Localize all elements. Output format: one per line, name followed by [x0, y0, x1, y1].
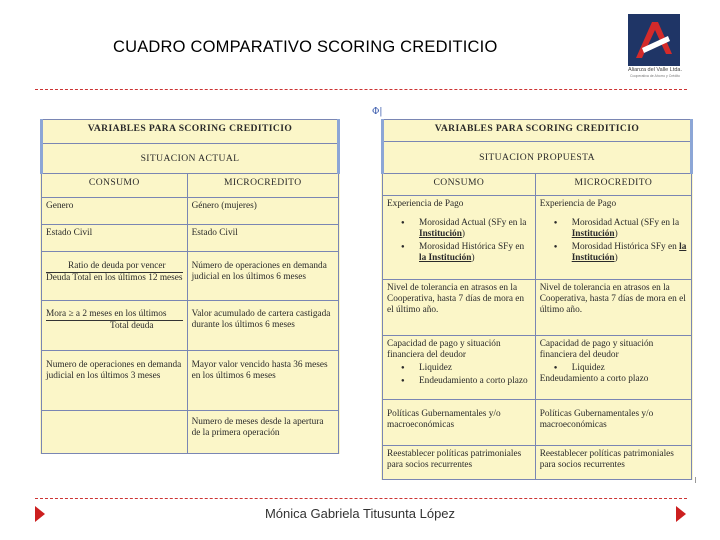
- cell-microcredito: Género (mujeres): [187, 198, 338, 225]
- experience-list: [387, 218, 531, 264]
- list-item: ● Liquidez: [540, 363, 687, 374]
- cell-micro-capacidad: [535, 336, 691, 400]
- cell-consumo: Políticas Gubernamentales y/o macroeconómicas: [383, 400, 536, 446]
- logo-mark: [628, 14, 680, 66]
- table-subheader: SITUACION PROPUESTA: [383, 142, 692, 174]
- mora-numerator: Mora ≥ a 2 meses en los últimos: [46, 309, 183, 321]
- capacity-title: Capacidad de pago y situación financiera del deudor: [387, 339, 501, 360]
- ratio-fraction: [46, 261, 183, 284]
- top-divider: [35, 89, 687, 90]
- cell-consumo-ratio: [42, 252, 188, 301]
- cell-micro-experiencia: [535, 196, 691, 280]
- logo-emblem-icon: [628, 14, 680, 66]
- mora-fraction: [46, 309, 183, 332]
- logo-tagline: Cooperativa de Ahorro y Crédito: [630, 74, 680, 78]
- cell-consumo: Reestablecer políticas patrimoniales para socios recurrentes: [383, 446, 536, 480]
- table-header: VARIABLES PARA SCORING CREDITICIO: [383, 120, 692, 142]
- page-title: CUADRO COMPARATIVO SCORING CREDITICIO: [113, 38, 498, 56]
- cell-consumo: Numero de operaciones en demanda judicial en los últimos 3 meses: [42, 351, 188, 411]
- cell-microcredito: Políticas Gubernamentales y/o macroeconómicas: [535, 400, 691, 446]
- cell-microcredito: Valor acumulado de cartera castigada durante los últimos 6 meses: [187, 301, 338, 351]
- experience-title: Experiencia de Pago: [387, 199, 464, 209]
- cooperative-logo: [620, 14, 690, 78]
- table-current-situation: [40, 119, 340, 454]
- cell-consumo: [42, 411, 188, 454]
- cell-consumo: Genero: [42, 198, 188, 225]
- arrow-right-icon[interactable]: [676, 506, 686, 522]
- cell-microcredito: Reestablecer políticas patrimoniales para socios recurrentes: [535, 446, 691, 480]
- cell-microcredito: Número de operaciones en demanda judicial en los últimos 6 meses: [187, 252, 338, 301]
- cell-consumo: Estado Civil: [42, 225, 188, 252]
- list-item: ● Morosidad Actual (SFy en la Institución): [387, 218, 531, 240]
- experience-list: [540, 218, 687, 264]
- table-subheader: SITUACION ACTUAL: [42, 144, 339, 174]
- field-marker: Φ|: [372, 107, 383, 117]
- capacity-extra: Endeudamiento a corto plazo: [539, 374, 649, 384]
- table-header: VARIABLES PARA SCORING CREDITICIO: [42, 120, 339, 144]
- column-header-microcredito: MICROCREDITO: [187, 174, 338, 198]
- list-item: ● Morosidad Histórica SFy en la Institución): [540, 242, 687, 264]
- ratio-numerator: Ratio de deuda por vencer: [46, 261, 183, 273]
- list-item: ● Morosidad Actual (SFy en la Institución): [540, 218, 687, 240]
- cell-microcredito: Mayor valor vencido hasta 36 meses en los últimos 6 meses: [187, 351, 338, 411]
- column-header-microcredito: MICROCREDITO: [535, 174, 691, 196]
- cell-consumo-capacidad: [383, 336, 536, 400]
- cell-microcredito: Nivel de tolerancia en atrasos en la Cooperativa, hasta 7 días de mora en el último año.: [535, 280, 691, 336]
- table-proposed-situation: [381, 119, 693, 480]
- footer-author: Mónica Gabriela Titusunta López: [264, 506, 456, 521]
- ratio-denominator: Deuda Total en los últimos 12 meses: [46, 273, 183, 283]
- column-header-consumo: CONSUMO: [383, 174, 536, 196]
- experience-title: Experiencia de Pago: [539, 199, 617, 209]
- cell-microcredito: Estado Civil: [187, 225, 338, 252]
- bottom-divider: [35, 498, 687, 499]
- cell-microcredito: Numero de meses desde la apertura de la primera operación: [187, 411, 338, 454]
- capacity-list: [540, 363, 687, 374]
- column-header-consumo: CONSUMO: [42, 174, 188, 198]
- capacity-list: [387, 363, 531, 387]
- list-item: ● Liquidez: [387, 363, 531, 374]
- cell-consumo-mora: [42, 301, 188, 351]
- cell-consumo: Nivel de tolerancia en atrasos en la Cooperativa, hasta 7 días de mora en el último año.: [383, 280, 536, 336]
- mora-denominator: Total deuda: [110, 321, 154, 331]
- corner-mark: [694, 477, 696, 483]
- cell-consumo-experiencia: [383, 196, 536, 280]
- logo-name: Alianza del Valle Ltda.: [627, 67, 683, 73]
- list-item: ● Endeudamiento a corto plazo: [387, 376, 531, 387]
- capacity-title: Capacidad de pago y situación financiera del deudor: [539, 339, 654, 360]
- list-item: ● Morosidad Histórica SFy en la Institución): [387, 242, 531, 264]
